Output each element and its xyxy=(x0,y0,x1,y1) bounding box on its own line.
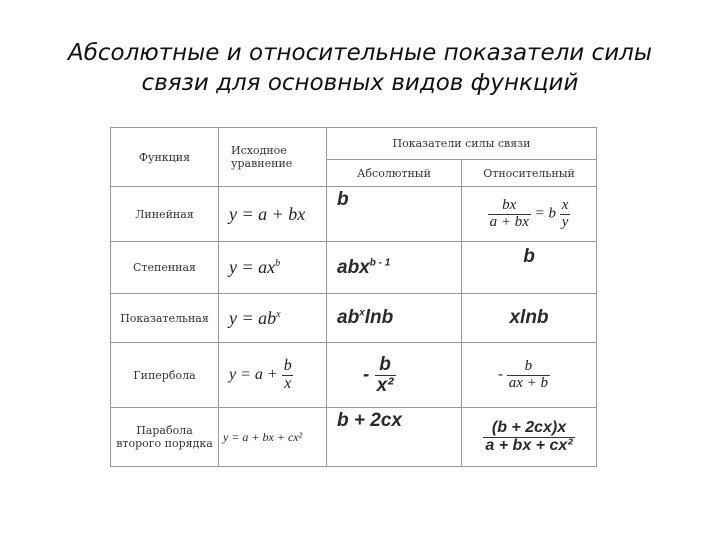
relative-sign: - xyxy=(498,366,503,383)
absolute-value: ab xyxy=(337,307,360,328)
relative-value: xlnb xyxy=(509,307,549,328)
equation: y = a + bx xyxy=(229,203,306,224)
absolute-tail: lnb xyxy=(364,307,394,328)
table-row-exponential xyxy=(111,294,597,343)
table-row-parabola xyxy=(111,408,597,467)
header-indicators: Показатели силы связи xyxy=(327,128,597,160)
table-row-linear xyxy=(111,187,597,242)
row-name: Линейная xyxy=(111,187,219,242)
header-row xyxy=(111,128,597,160)
absolute-value: b + 2cx xyxy=(337,410,402,431)
header-function: Функция xyxy=(111,128,219,187)
equation-exponent: b xyxy=(275,258,281,269)
row-name: Степенная xyxy=(111,242,219,294)
indicators-table xyxy=(110,127,597,467)
fraction-denominator: ax + b xyxy=(508,374,549,391)
equation-cell xyxy=(219,408,327,467)
row-name: Гипербола xyxy=(111,343,219,408)
row-name: Показательная xyxy=(111,294,219,343)
fraction-numerator: bx xyxy=(502,196,517,213)
absolute-cell xyxy=(327,294,462,343)
relative-fraction xyxy=(507,359,550,392)
fraction-numerator: b xyxy=(379,353,391,375)
header-equation xyxy=(219,128,327,187)
relative-cell xyxy=(462,343,597,408)
header-absolute: Абсолютный xyxy=(327,160,462,187)
relative-equals: = b xyxy=(534,205,556,222)
header-equation-line-1: Исходное xyxy=(231,144,287,157)
absolute-cell xyxy=(327,242,462,294)
absolute-cell xyxy=(327,187,462,242)
absolute-sign: - xyxy=(363,364,370,386)
row-name-line-1: Парабола xyxy=(136,424,193,437)
equation-cell xyxy=(219,343,327,408)
relative-fraction xyxy=(483,420,574,455)
relative-cell xyxy=(462,242,597,294)
header-equation-line-2: уравнение xyxy=(231,157,293,170)
title-line-2: связи для основных видов функций xyxy=(141,70,579,96)
table-row-power xyxy=(111,242,597,294)
fraction-numerator: x xyxy=(561,196,569,213)
fraction-denominator: y xyxy=(561,213,569,230)
table-row-hyperbola xyxy=(111,343,597,408)
equation: y = ab xyxy=(229,307,277,328)
fraction-numerator: b xyxy=(524,357,533,374)
relative-fraction xyxy=(488,198,531,231)
fraction-numerator: b xyxy=(283,356,292,374)
fraction-denominator: x xyxy=(284,374,292,392)
absolute-exponent: b - 1 xyxy=(369,257,391,269)
equation-cell xyxy=(219,242,327,294)
equation-cell xyxy=(219,294,327,343)
title-line-1: Абсолютные и относительные показатели силы xyxy=(67,40,653,66)
fraction-numerator: (b + 2cx)x xyxy=(491,418,567,436)
relative-cell xyxy=(462,408,597,467)
row-name xyxy=(111,408,219,467)
absolute-value: abx xyxy=(337,256,370,278)
relative-value: b xyxy=(523,246,535,267)
equation: y = a + xyxy=(229,365,278,383)
relative-cell xyxy=(462,187,597,242)
absolute-cell xyxy=(327,343,462,408)
relative-cell xyxy=(462,294,597,343)
absolute-value: b xyxy=(337,189,349,210)
equation-cell xyxy=(219,187,327,242)
absolute-exponent: x xyxy=(359,307,365,319)
fraction-denominator: a + bx xyxy=(489,213,529,230)
relative-fraction-2 xyxy=(560,198,571,231)
equation: y = a + bx + cx² xyxy=(223,429,303,444)
equation: y = ax xyxy=(229,257,276,277)
fraction-denominator: x² xyxy=(376,374,394,396)
fraction-denominator: a + bx + cx² xyxy=(485,436,573,454)
equation-fraction xyxy=(282,358,294,393)
header-relative: Относительный xyxy=(462,160,597,187)
absolute-cell xyxy=(327,408,462,467)
slide-title xyxy=(0,38,720,98)
row-name-line-2: второго порядка xyxy=(116,437,213,450)
absolute-fraction xyxy=(375,355,396,396)
equation-exponent: x xyxy=(276,308,281,320)
